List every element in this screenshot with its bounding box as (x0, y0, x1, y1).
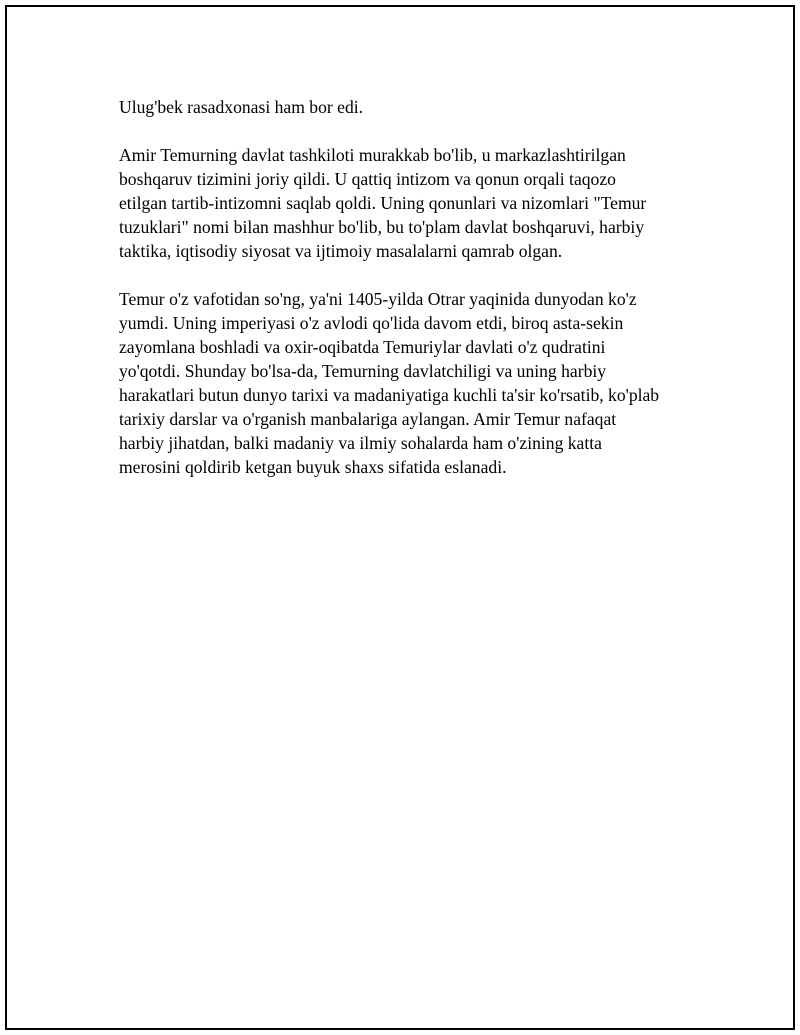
paragraph-line: harakatlari butun dunyo tarixi va madaniyatiga kuchli ta'sir ko'rsatib, ko'plab (119, 385, 660, 405)
document-page (5, 5, 795, 1030)
paragraph-3 (119, 287, 719, 479)
paragraph-line: Ulug'bek rasadxonasi ham bor edi. (119, 97, 364, 117)
paragraph-line: merosini qoldirib ketgan buyuk shaxs sifatida eslanadi. (119, 457, 507, 477)
paragraph-line: harbiy jihatdan, balki madaniy va ilmiy sohalarda ham o'zining katta (119, 433, 602, 453)
paragraph-line: yumdi. Uning imperiyasi o'z avlodi qo'lida davom etdi, biroq asta-sekin (119, 313, 624, 333)
paragraph-line: etilgan tartib-intizomni saqlab qoldi. Uning qonunlari va nizomlari "Temur (119, 193, 647, 213)
document-body (119, 95, 719, 503)
paragraph-line: boshqaruv tizimini joriy qildi. U qattiq intizom va qonun orqali taqozo (119, 169, 616, 189)
paragraph-line: taktika, iqtisodiy siyosat va ijtimoiy masalalarni qamrab olgan. (119, 241, 563, 261)
paragraph-line: zayomlana boshladi va oxir-oqibatda Temuriylar davlati o'z qudratini (119, 337, 606, 357)
paragraph-2 (119, 143, 719, 263)
paragraph-line: tarixiy darslar va o'rganish manbalariga aylangan. Amir Temur nafaqat (119, 409, 617, 429)
paragraph-line: yo'qotdi. Shunday bo'lsa-da, Temurning davlatchiligi va uning harbiy (119, 361, 607, 381)
paragraph-1 (119, 95, 719, 119)
paragraph-line: Amir Temurning davlat tashkiloti murakkab bo'lib, u markazlashtirilgan (119, 145, 626, 165)
paragraph-line: tuzuklari" nomi bilan mashhur bo'lib, bu to'plam davlat boshqaruvi, harbiy (119, 217, 645, 237)
paragraph-line: Temur o'z vafotidan so'ng, ya'ni 1405-yilda Otrar yaqinida dunyodan ko'z (119, 289, 637, 309)
